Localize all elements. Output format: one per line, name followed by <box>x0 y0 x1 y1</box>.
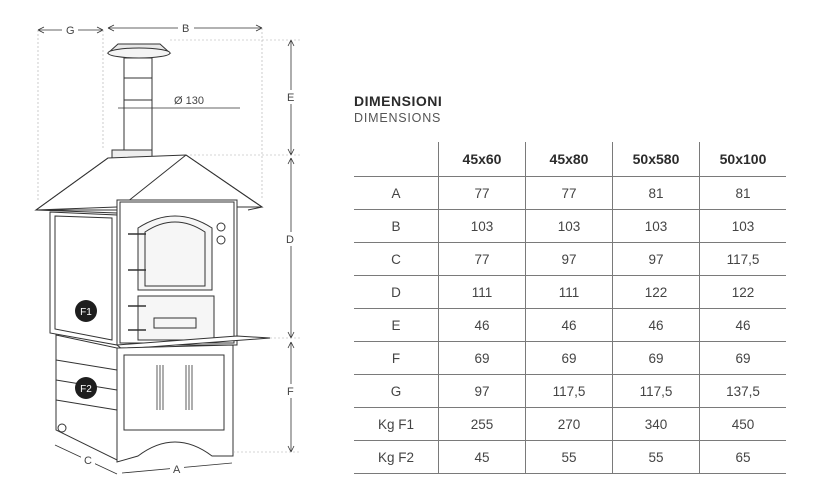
table-row <box>354 441 786 474</box>
row-label: E <box>391 317 401 333</box>
table-cell: 103 <box>439 210 526 243</box>
dimension-label-d: D <box>286 234 294 246</box>
table-cell: 55 <box>526 441 613 474</box>
table-cell: 69 <box>613 342 700 375</box>
table-cell: 103 <box>700 210 787 243</box>
column-header: 50x100 <box>700 142 787 177</box>
table-row <box>354 375 786 408</box>
table-header-row <box>354 142 786 177</box>
table-row <box>354 276 786 309</box>
table-cell: 46 <box>613 309 700 342</box>
table-cell: 69 <box>439 342 526 375</box>
table-row <box>354 342 786 375</box>
row-label: G <box>390 383 402 399</box>
row-label: B <box>391 218 401 234</box>
table-cell: 117,5 <box>613 375 700 408</box>
row-label: Kg F2 <box>377 449 415 465</box>
table-row <box>354 210 786 243</box>
f1-badge-label: F1 <box>80 307 92 318</box>
table-cell: 122 <box>700 276 787 309</box>
table-row <box>354 408 786 441</box>
table-cell: 97 <box>439 375 526 408</box>
table-cell: 97 <box>526 243 613 276</box>
dimension-label-f: F <box>287 386 294 398</box>
table-cell: 77 <box>526 177 613 210</box>
row-label: Kg F1 <box>377 416 415 432</box>
column-header <box>354 142 439 177</box>
page-subtitle: DIMENSIONS <box>354 111 442 125</box>
table-cell: 46 <box>526 309 613 342</box>
table-cell: 117,5 <box>526 375 613 408</box>
table-cell: 69 <box>700 342 787 375</box>
row-label: D <box>391 284 401 300</box>
table-cell: 122 <box>613 276 700 309</box>
table-row <box>354 309 786 342</box>
table-cell: 77 <box>439 243 526 276</box>
table-cell: 65 <box>700 441 787 474</box>
page-title: DIMENSIONI <box>354 93 443 109</box>
row-label: F <box>391 350 401 366</box>
oven-technical-drawing <box>0 0 340 503</box>
table-row <box>354 177 786 210</box>
table-cell: 111 <box>526 276 613 309</box>
table-cell: 55 <box>613 441 700 474</box>
table-cell: 69 <box>526 342 613 375</box>
table-cell: 117,5 <box>700 243 787 276</box>
dimension-label-g: G <box>66 25 75 37</box>
flue-diameter-label: Ø 130 <box>174 95 204 107</box>
f2-badge-label: F2 <box>80 384 92 395</box>
table-cell: 103 <box>613 210 700 243</box>
row-label: C <box>391 251 401 267</box>
column-header: 45x80 <box>526 142 613 177</box>
table-cell: 137,5 <box>700 375 787 408</box>
column-header: 50x580 <box>613 142 700 177</box>
dimension-label-b: B <box>182 23 190 35</box>
table-cell: 270 <box>526 408 613 441</box>
column-header: 45x60 <box>439 142 526 177</box>
table-cell: 45 <box>439 441 526 474</box>
table-cell: 111 <box>439 276 526 309</box>
table-cell: 450 <box>700 408 787 441</box>
row-label: A <box>391 185 401 201</box>
table-cell: 46 <box>700 309 787 342</box>
table-cell: 340 <box>613 408 700 441</box>
table-cell: 81 <box>613 177 700 210</box>
table-cell: 77 <box>439 177 526 210</box>
table-cell: 103 <box>526 210 613 243</box>
table-cell: 81 <box>700 177 787 210</box>
table-cell: 97 <box>613 243 700 276</box>
dimension-label-e: E <box>287 92 295 104</box>
table-cell: 255 <box>439 408 526 441</box>
table-row <box>354 243 786 276</box>
dimension-label-a: A <box>173 464 181 476</box>
dimensions-table <box>354 142 786 474</box>
dimension-label-c: C <box>84 455 92 467</box>
table-cell: 46 <box>439 309 526 342</box>
